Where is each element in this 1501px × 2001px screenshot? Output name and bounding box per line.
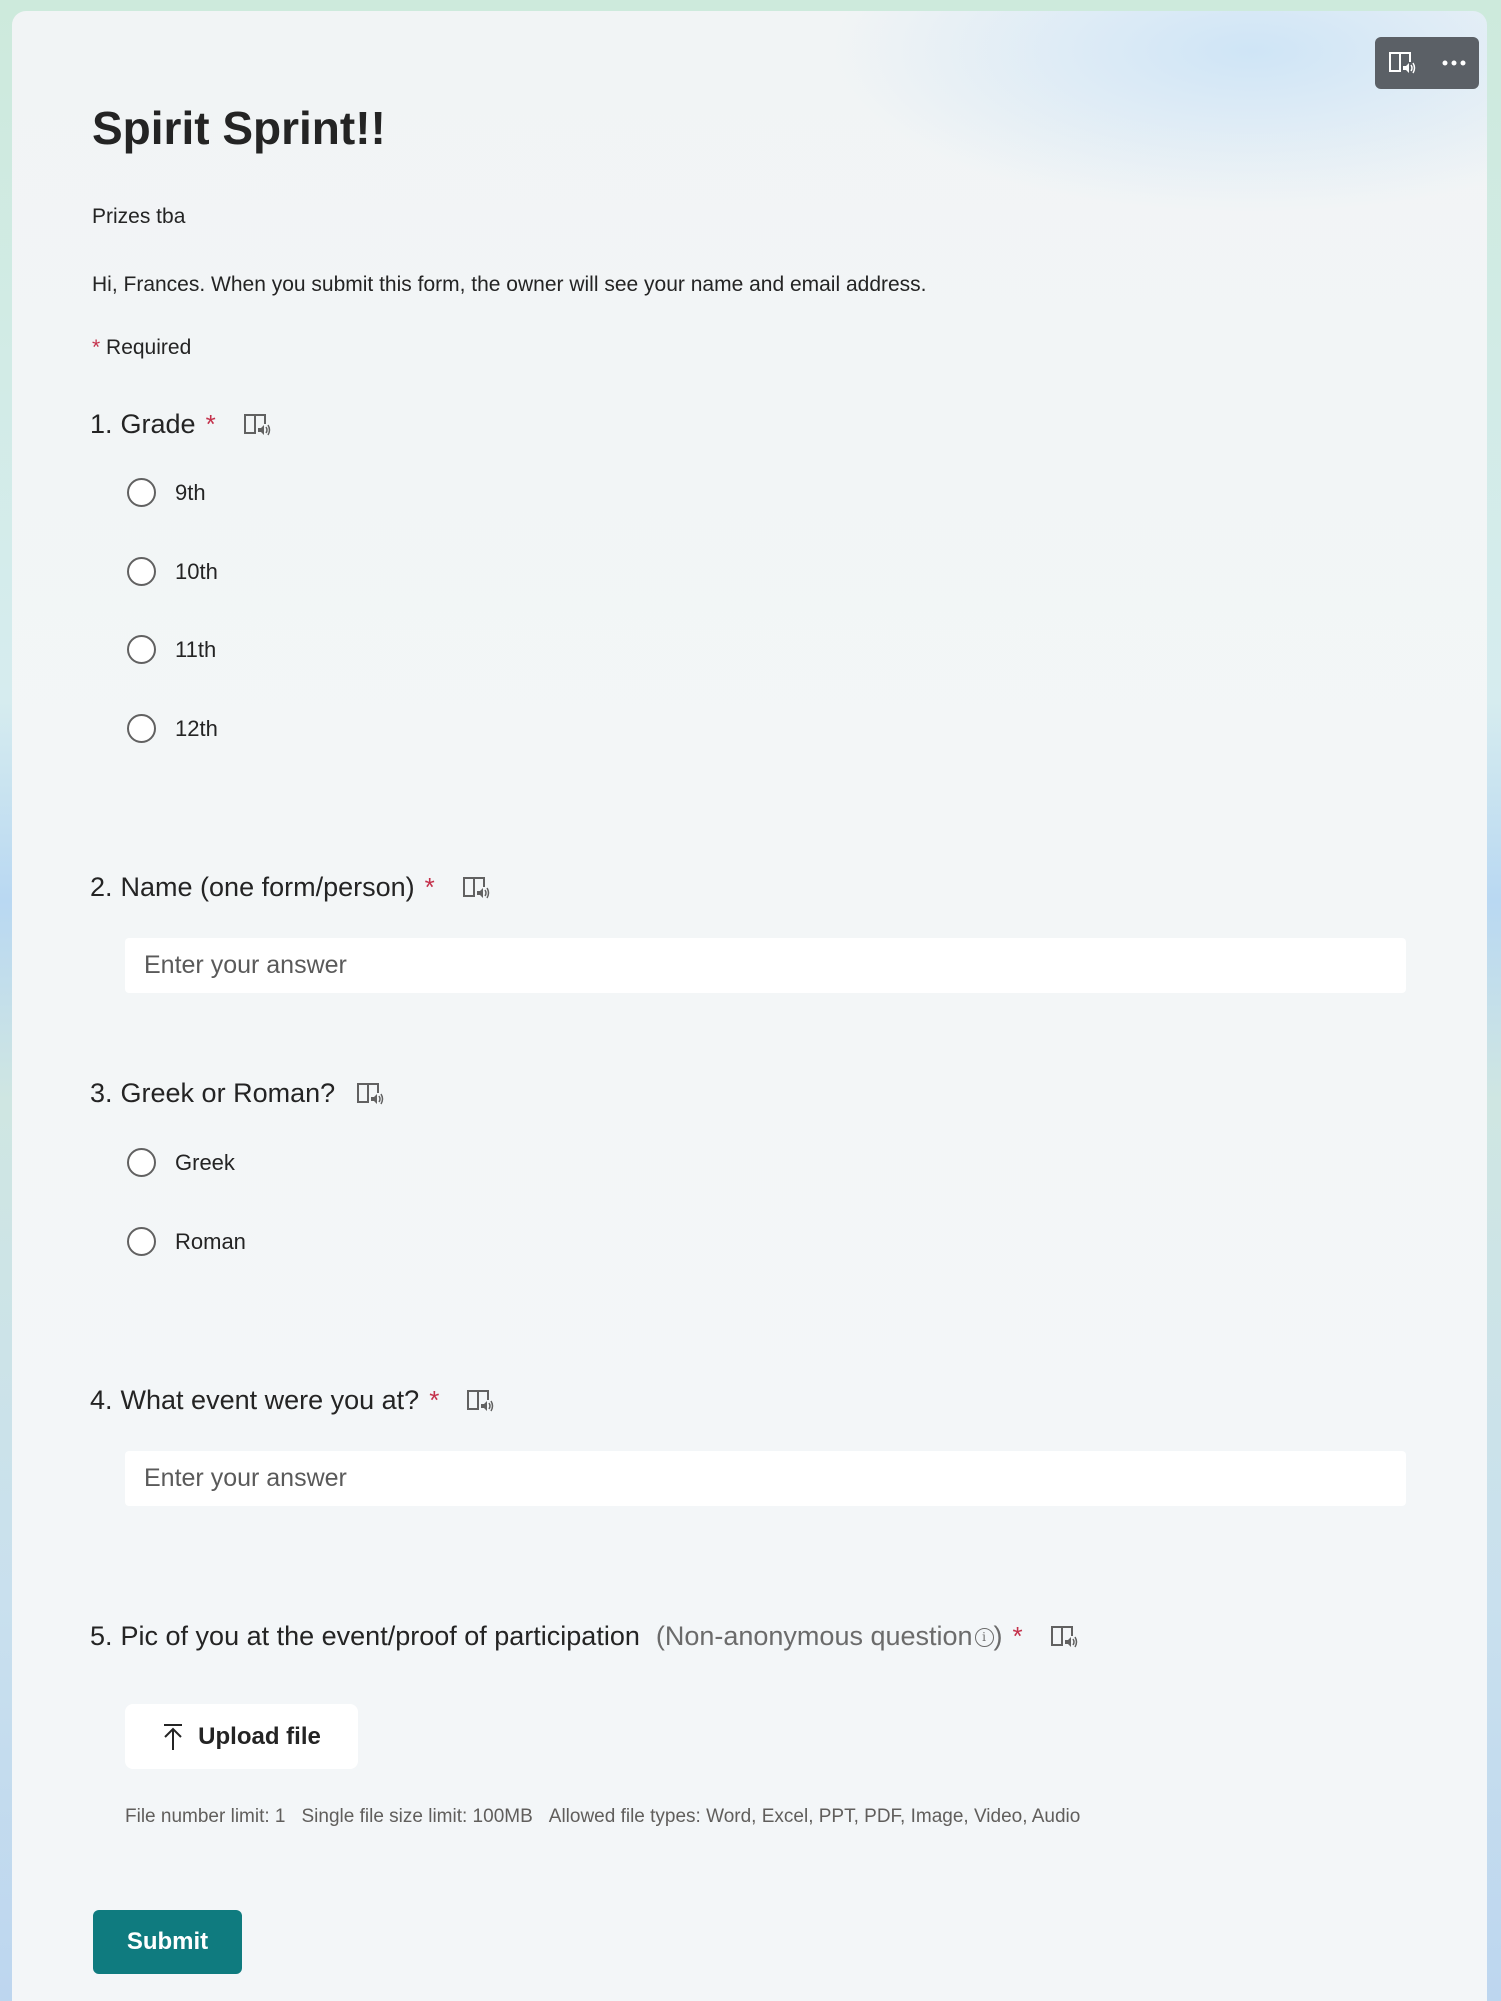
required-star: * [205, 409, 216, 439]
allowed-file-types: Allowed file types: Word, Excel, PPT, PDF, Image, Video, Audio [548, 1806, 1081, 1827]
option-label: 11th [175, 636, 217, 662]
immersive-reader-icon[interactable] [1049, 1623, 1079, 1651]
question-1-title [90, 409, 272, 440]
file-limits-note [125, 1806, 1096, 1828]
question-3-title [90, 1078, 385, 1109]
required-star: * [1012, 1621, 1023, 1651]
immersive-reader-icon[interactable] [355, 1080, 385, 1108]
upload-file-button[interactable] [125, 1704, 358, 1769]
privacy-notice: Hi, Frances. When you submit this form, the owner will see your name and email address. [92, 273, 927, 296]
event-input[interactable] [125, 1451, 1406, 1506]
question-number: 5. [90, 1621, 113, 1651]
option-10th[interactable] [127, 557, 218, 586]
question-text: Pic of you at the event/proof of participation [120, 1621, 640, 1651]
question-number: 1. [90, 409, 113, 439]
question-number: 2. [90, 872, 113, 902]
required-star: * [429, 1385, 440, 1415]
option-label: 12th [175, 715, 218, 741]
option-label: 10th [175, 558, 218, 584]
file-number-limit: File number limit: 1 [125, 1806, 286, 1827]
required-star: * [424, 872, 435, 902]
upload-file-label: Upload file [198, 1722, 321, 1750]
radio-button[interactable] [127, 557, 156, 586]
required-label: Required [106, 336, 192, 359]
radio-button[interactable] [127, 1227, 156, 1256]
name-input[interactable] [125, 938, 1406, 993]
upload-icon [162, 1723, 184, 1751]
radio-button[interactable] [127, 714, 156, 743]
required-note [92, 336, 191, 360]
radio-button[interactable] [127, 1148, 156, 1177]
option-roman[interactable] [127, 1227, 246, 1256]
question-text: Greek or Roman? [120, 1078, 336, 1108]
option-greek[interactable] [127, 1148, 235, 1177]
question-text: What event were you at? [120, 1385, 420, 1415]
non-anonymous-tag [656, 1621, 1003, 1652]
question-text: Grade [120, 409, 196, 439]
question-4-title [90, 1385, 495, 1416]
question-number: 4. [90, 1385, 113, 1415]
info-icon[interactable]: i [975, 1628, 994, 1647]
immersive-reader-icon[interactable] [1387, 49, 1417, 77]
option-label: Greek [175, 1149, 235, 1175]
option-label: Roman [175, 1228, 246, 1254]
option-9th[interactable] [127, 478, 206, 507]
question-5-title [90, 1621, 1079, 1652]
option-label: 9th [175, 479, 206, 505]
radio-button[interactable] [127, 478, 156, 507]
form-subtitle: Prizes tba [92, 205, 186, 228]
immersive-reader-icon[interactable] [461, 874, 491, 902]
form-toolbar [1375, 37, 1479, 89]
required-star: * [92, 336, 101, 359]
immersive-reader-icon[interactable] [465, 1387, 495, 1415]
option-12th[interactable] [127, 714, 218, 743]
question-number: 3. [90, 1078, 113, 1108]
immersive-reader-icon[interactable] [242, 411, 272, 439]
non-anonymous-label: (Non-anonymous question [655, 1621, 973, 1651]
option-11th[interactable] [127, 635, 216, 664]
question-text: Name (one form/person) [120, 872, 415, 902]
form-card [12, 11, 1487, 2001]
more-options-icon[interactable] [1441, 59, 1467, 67]
tag-close: ) [993, 1621, 1003, 1651]
question-2-title [90, 872, 491, 903]
form-title: Spirit Sprint!! [92, 102, 386, 154]
file-size-limit: Single file size limit: 100MB [301, 1806, 533, 1827]
submit-button[interactable]: Submit [93, 1910, 242, 1974]
radio-button[interactable] [127, 635, 156, 664]
